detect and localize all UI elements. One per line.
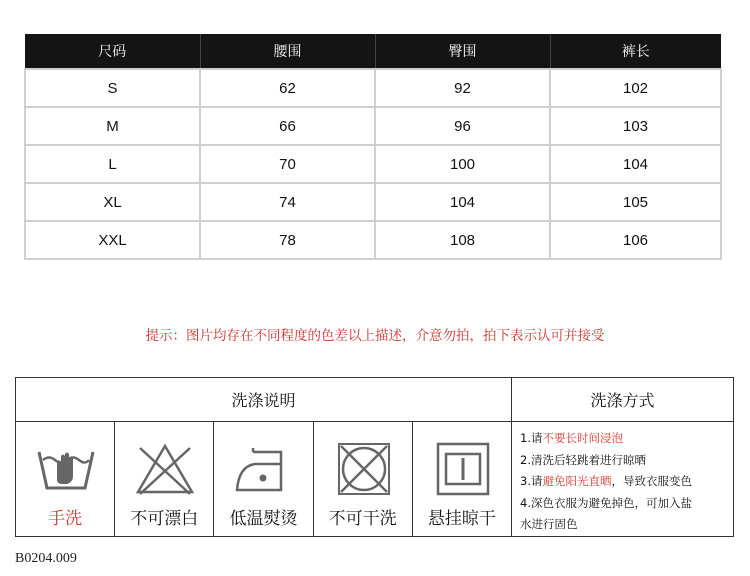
cell-hip: 108: [375, 221, 550, 259]
cell-waist: 70: [200, 145, 375, 183]
cell-length: 106: [550, 221, 721, 259]
table-row: [25, 183, 721, 221]
method-item-2: 2.清洗后轻跳着进行晾晒: [520, 452, 646, 467]
header-size: 尺码: [25, 34, 200, 69]
cell-waist: 66: [200, 107, 375, 145]
cell-hip: 100: [375, 145, 550, 183]
header-waist: 腰围: [200, 34, 375, 69]
low-iron-icon: [233, 438, 295, 500]
method-item-4-cont: 水进行固色: [520, 517, 578, 531]
cell-waist: 74: [200, 183, 375, 221]
cell-hip: 96: [375, 107, 550, 145]
hand-wash-label: 手洗: [48, 509, 83, 529]
care-item-no-bleach: [115, 422, 214, 536]
cell-waist: 62: [200, 69, 375, 107]
cell-hip: 92: [375, 69, 550, 107]
no-dry-clean-label: 不可干洗: [328, 509, 397, 529]
care-instructions-title: 洗涤说明: [16, 378, 512, 422]
method-item-3: 3.请避免阳光直晒，导致衣服变色: [520, 474, 692, 488]
method-item-1: 1.请不要长时间浸泡: [520, 431, 623, 445]
care-item-hand-wash: [16, 422, 115, 536]
cell-hip: 104: [375, 183, 550, 221]
cell-length: 104: [550, 145, 721, 183]
care-item-low-iron: [214, 422, 313, 536]
no-dry-clean-icon: [333, 438, 395, 500]
header-length: 裤长: [550, 34, 721, 69]
care-item-hang-dry: [413, 422, 512, 536]
no-bleach-icon: [134, 438, 196, 500]
table-row: [25, 221, 721, 259]
care-icons-row: [16, 422, 512, 536]
no-bleach-label: 不可漂白: [130, 509, 199, 529]
method-item-4: 4.深色衣服为避免掉色，可加入盐: [520, 495, 692, 510]
table-row: [25, 69, 721, 107]
cell-length: 103: [550, 107, 721, 145]
table-row: [25, 145, 721, 183]
color-difference-notice: 提示：图片均存在不同程度的色差以上描述，介意勿拍，拍下表示认可并接受: [145, 328, 605, 344]
care-instructions-box: [15, 377, 734, 537]
wash-methods-list: [520, 428, 732, 536]
hang-dry-label: 悬挂晾干: [427, 509, 496, 529]
care-item-no-dry-clean: [314, 422, 413, 536]
cell-length: 105: [550, 183, 721, 221]
cell-size: XXL: [25, 221, 200, 259]
low-iron-label: 低温熨烫: [229, 509, 298, 529]
product-code: B0204.009: [15, 551, 77, 566]
cell-size: L: [25, 145, 200, 183]
cell-size: M: [25, 107, 200, 145]
cell-size: XL: [25, 183, 200, 221]
wash-methods-title: 洗涤方式: [512, 378, 733, 422]
size-table: [24, 34, 722, 260]
cell-size: S: [25, 69, 200, 107]
hang-dry-icon: [432, 438, 494, 500]
header-hip: 臀围: [375, 34, 550, 69]
size-table-header-row: [25, 34, 721, 69]
cell-length: 102: [550, 69, 721, 107]
table-row: [25, 107, 721, 145]
hand-wash-icon: [35, 438, 97, 500]
cell-waist: 78: [200, 221, 375, 259]
